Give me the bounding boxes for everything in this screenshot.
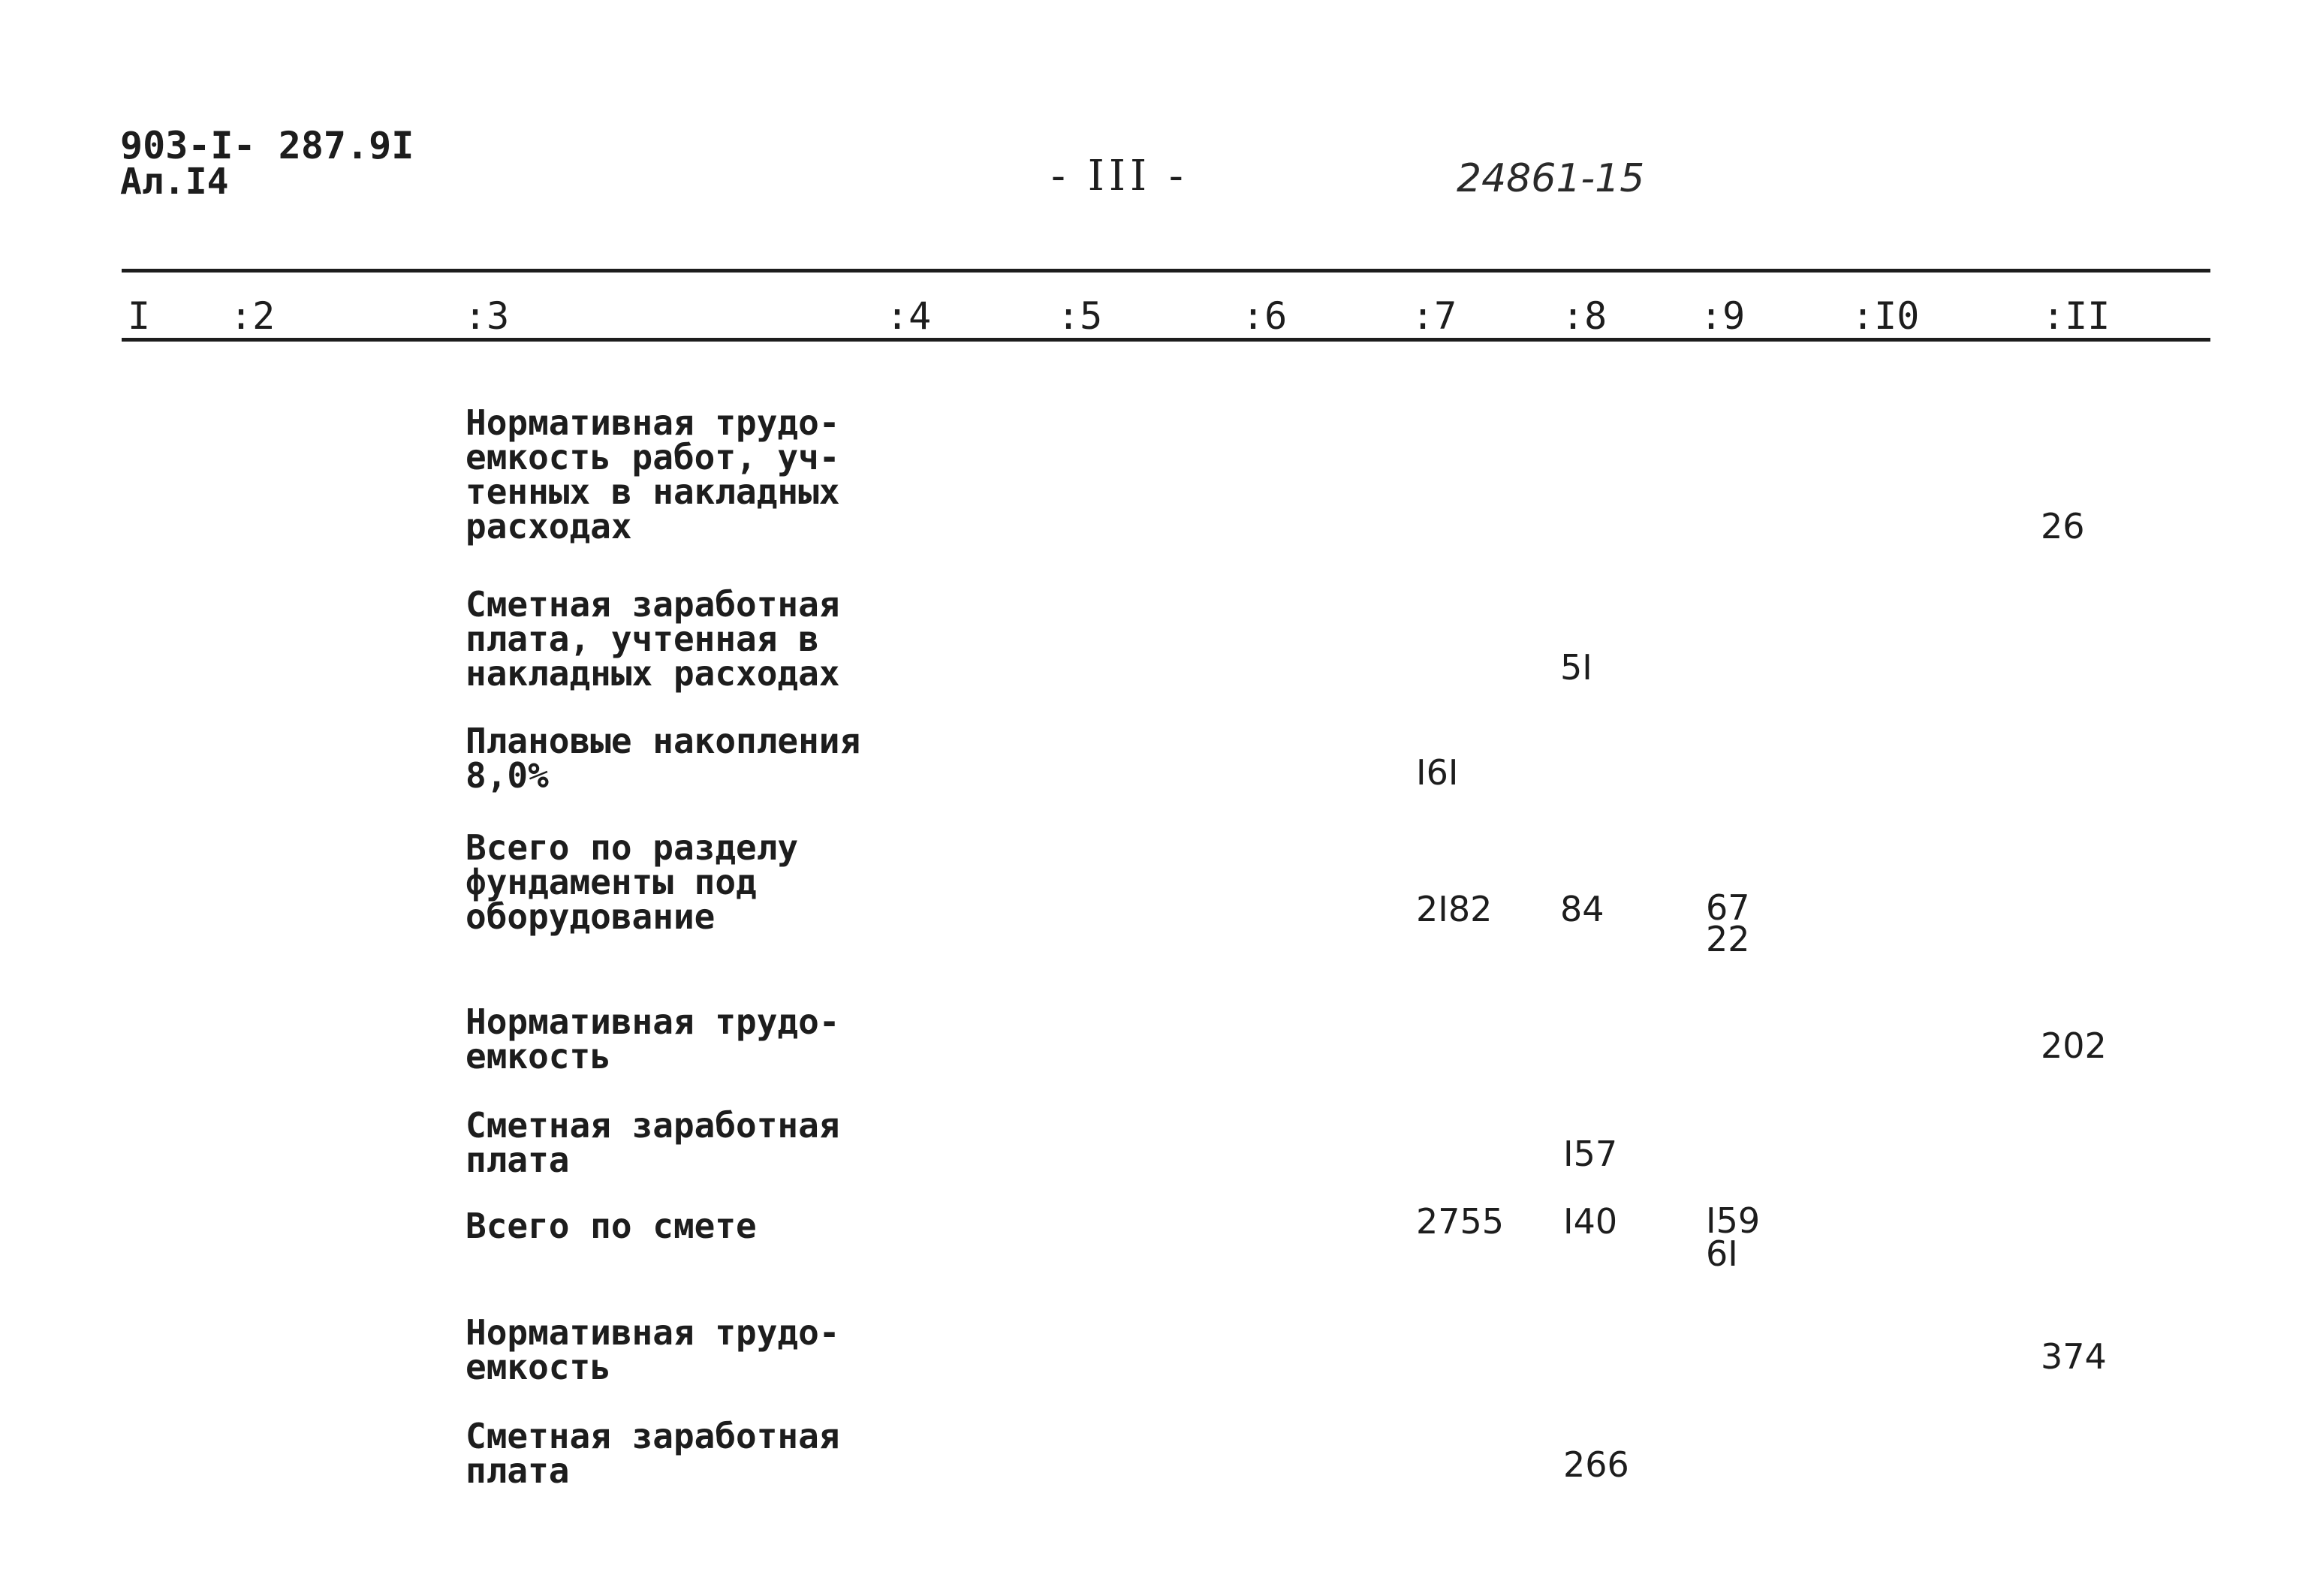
column-header-3: :3 [464, 294, 510, 338]
cell-col8: 5I [1560, 647, 1592, 688]
row-description: Всего по разделу фундаменты под оборудование [466, 827, 799, 937]
column-header-6: :6 [1242, 294, 1288, 338]
cell-col8: I40 [1563, 1201, 1618, 1242]
row-description: Нормативная трудо- емкость [466, 1312, 840, 1387]
page-number: - III - [1051, 152, 1188, 200]
column-header-9: :9 [1700, 294, 1746, 338]
row-description: Всего по смете [466, 1206, 757, 1246]
column-header-8: :8 [1562, 294, 1607, 338]
cell-col8: I57 [1563, 1134, 1618, 1174]
row-description: Сметная заработная плата [466, 1105, 840, 1180]
column-header-1: I [128, 294, 151, 338]
column-header-5: :5 [1057, 294, 1103, 338]
column-header-4: :4 [886, 294, 932, 338]
sheet-label: Ал.I4 [120, 161, 229, 203]
table-top-rule [122, 269, 2210, 273]
cell-col9: 67 22 [1706, 887, 1750, 959]
cell-col11: 202 [2041, 1025, 2107, 1066]
cell-col7: 2755 [1416, 1201, 1505, 1242]
column-header-11: :II [2042, 294, 2111, 338]
row-description: Нормативная трудо- емкость [466, 1001, 840, 1077]
table-header-rule [122, 338, 2210, 342]
cell-col8: 266 [1563, 1444, 1629, 1485]
row-description: Плановые накопления 8,0% [466, 721, 861, 796]
cell-col9: I59 6I [1706, 1200, 1761, 1274]
row-description: Сметная заработная плата [466, 1416, 840, 1491]
cell-col11: 26 [2041, 506, 2085, 547]
column-header-7: :7 [1412, 294, 1457, 338]
column-header-2: :2 [230, 294, 276, 338]
document-code: 903-I- 287.9I [120, 124, 414, 167]
row-description: Сметная заработная плата, учтенная в накладных расходах [466, 584, 840, 694]
column-header-10: :I0 [1852, 294, 1920, 338]
handwritten-number: 24861-15 [1457, 156, 1645, 201]
cell-col7: 2I82 [1416, 889, 1493, 929]
row-description: Нормативная трудо- емкость работ, уч- тенных в накладных расходах [466, 402, 840, 547]
cell-col8: 84 [1560, 889, 1604, 929]
cell-col7: I6I [1416, 752, 1459, 793]
cell-col11: 374 [2041, 1336, 2107, 1377]
